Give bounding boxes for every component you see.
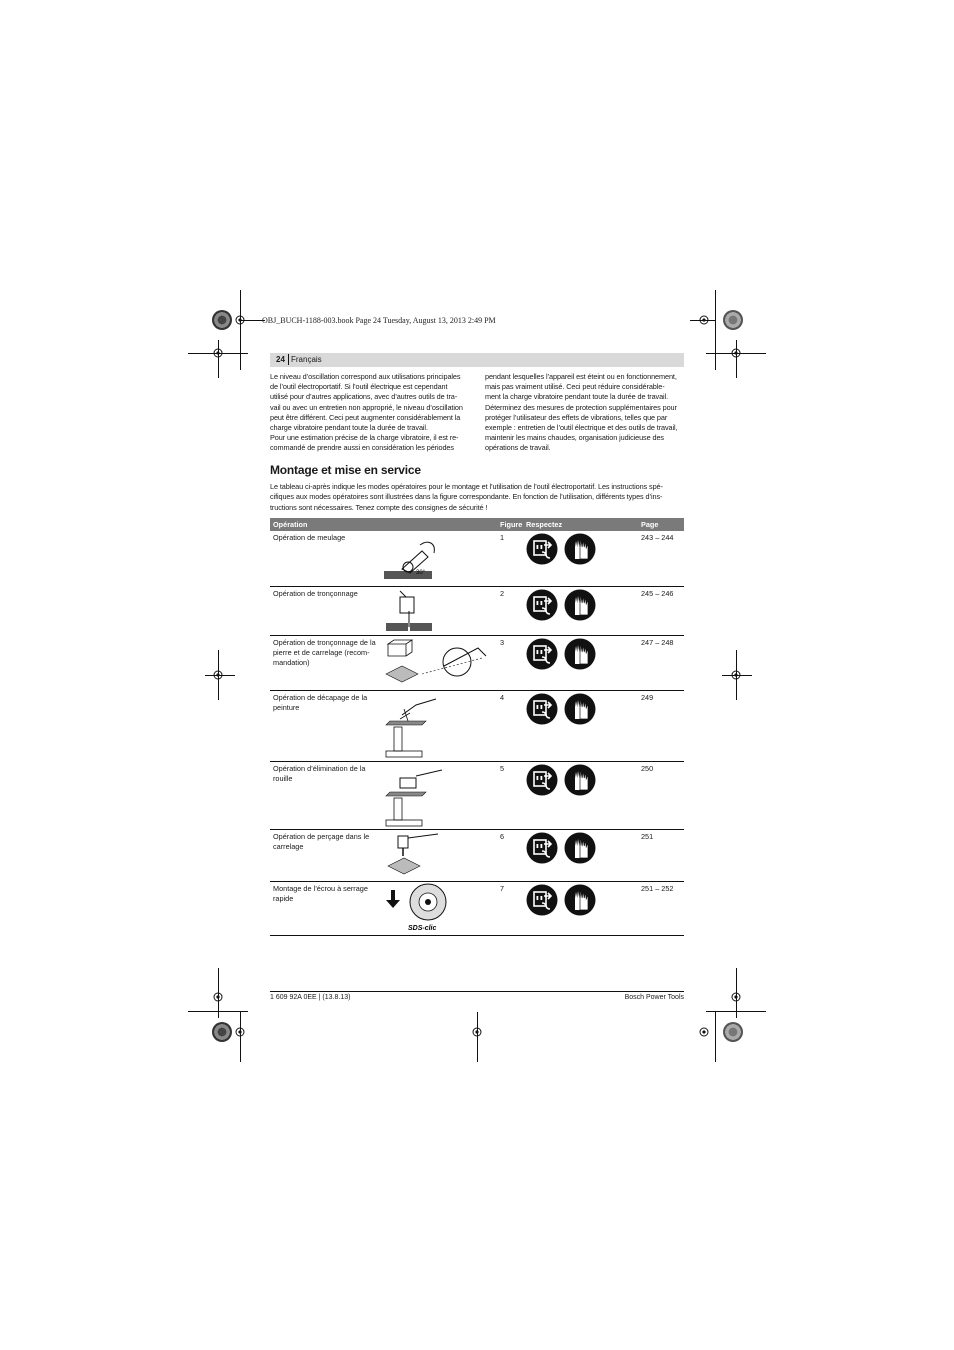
unplug-icon <box>527 590 558 621</box>
angle-label: 30° <box>416 570 426 576</box>
safety-icons <box>526 587 606 623</box>
row-page: 245 – 246 <box>641 589 674 598</box>
text-line: Montage de l’écrou à serrage <box>273 884 368 893</box>
text-line: Opération de perçage dans le <box>273 832 370 841</box>
table-row <box>270 830 684 882</box>
row-page: 250 <box>641 764 654 773</box>
text-line: tructions sont nécessaires. Tenez compte des consignes de sécurité ! <box>270 502 488 512</box>
registration-mark <box>229 309 251 331</box>
table-row <box>270 691 684 762</box>
registration-mark <box>693 309 715 331</box>
safety-icons <box>526 691 606 727</box>
row-figure: 3 <box>500 638 505 647</box>
registration-mark <box>693 1021 715 1043</box>
table-row <box>270 587 684 636</box>
unplug-icon <box>527 534 558 565</box>
row-figure: 1 <box>500 533 505 542</box>
unplug-icon <box>527 639 558 670</box>
text-line: pierre et de carrelage (recom- <box>273 648 370 657</box>
text-line: pendant lesquelles l’appareil est éteint ou en fonctionnement, <box>485 372 677 381</box>
safety-icons <box>526 830 606 866</box>
row-figure: 5 <box>500 764 505 773</box>
quick-nut-illustration <box>382 882 452 934</box>
registration-mark <box>207 342 229 364</box>
table-row <box>270 762 684 830</box>
text-line: Le niveau d’oscillation correspond aux utilisations principales <box>270 372 461 381</box>
text-line: Opération de tronçonnage <box>273 589 358 598</box>
text-line: Opération de meulage <box>273 533 346 542</box>
gloves-icon <box>565 534 596 565</box>
table-row <box>270 636 684 691</box>
col-header-page: Page <box>641 520 659 529</box>
text-line: mandation) <box>273 658 310 667</box>
registration-mark <box>207 664 229 686</box>
text-line: Déterminez des mesures de protection supplémentaires pour <box>485 402 677 412</box>
grinding-illustration <box>382 531 452 585</box>
row-page: 249 <box>641 693 654 702</box>
text-line: ment la charge vibratoire pendant toute la durée de travail. <box>485 392 669 402</box>
page-language: Français <box>291 355 322 364</box>
registration-mark <box>725 342 747 364</box>
text-line: peinture <box>273 703 300 712</box>
row-page: 247 – 248 <box>641 638 674 647</box>
text-line: mais pas vraiment utilisé. Ceci peut réduire considérable- <box>485 382 665 392</box>
safety-icons <box>526 882 606 918</box>
footer-rule <box>270 991 684 992</box>
footer-brand: Bosch Power Tools <box>624 994 684 1001</box>
row-operation <box>273 764 381 784</box>
row-figure: 7 <box>500 884 505 893</box>
text-line: charge vibratoire pendant toute la durée de travail. <box>270 423 428 433</box>
row-figure: 2 <box>500 589 505 598</box>
text-line: peut être différent. Ceci peut augmenter considérablement la <box>270 412 461 422</box>
registration-mark <box>725 986 747 1008</box>
gloves-icon <box>565 639 596 670</box>
registration-mark <box>207 986 229 1008</box>
tile-drilling-illustration <box>382 830 452 880</box>
row-operation <box>273 832 381 852</box>
text-line: exemple : entretien de l’outil électrique et des outils de travail, <box>485 423 678 433</box>
text-line: cifiques aux modes opératoires sont illustrées dans la figure correspondante. En fonction de l’utilisation, différents types d’ins- <box>270 492 663 502</box>
registration-mark <box>229 1021 251 1043</box>
text-line: protéger l’utilisateur des effets de vibrations, telles que par <box>485 412 668 422</box>
safety-icons <box>526 531 606 567</box>
table-header <box>270 518 684 531</box>
text-line: Opération de décapage de la <box>273 693 368 702</box>
row-figure: 4 <box>500 693 505 702</box>
text-line: Opération d’élimination de la <box>273 764 366 773</box>
row-operation <box>273 884 381 904</box>
gloves-icon <box>565 765 596 796</box>
page-header-band <box>270 353 684 367</box>
rust-removal-illustration <box>382 762 452 828</box>
row-page: 243 – 244 <box>641 533 674 542</box>
text-line: Le tableau ci-après indique les modes opératoires pour le montage et l’utilisation de l’outil électroportatif. Les instructions spé- <box>270 482 663 491</box>
text-line: maintenir les mains chaudes, organisation judicieuse des <box>485 433 664 443</box>
body-column-right <box>485 372 677 454</box>
print-info-line: OBJ_BUCH-1188-003.book Page 24 Tuesday, August 13, 2013 2:49 PM <box>262 316 496 325</box>
text-line: Opération de tronçonnage de la <box>273 638 376 647</box>
unplug-icon <box>527 885 558 916</box>
text-line: vail ou avec un entretien non approprié, le niveau d’oscillation <box>270 402 463 412</box>
unplug-icon <box>527 833 558 864</box>
gloves-icon <box>565 694 596 725</box>
footer-doc-id: 1 609 92A 0EE | (13.8.13) <box>270 994 351 1001</box>
text-line: utilisé pour d’autres applications, avec d’autres outils de tra- <box>270 392 458 402</box>
color-rosette <box>212 310 232 330</box>
gloves-icon <box>565 833 596 864</box>
unplug-icon <box>527 694 558 725</box>
safety-icons <box>526 762 606 798</box>
table-row <box>270 531 684 587</box>
sds-clic-logo: SDS-clic <box>408 925 437 932</box>
col-header-figure: Figure <box>500 520 523 529</box>
row-operation <box>273 693 381 713</box>
stone-cutting-illustration <box>382 636 492 690</box>
col-header-operation: Opération <box>273 520 308 529</box>
section-title: Montage et mise en service <box>270 463 421 477</box>
page-number: 24 <box>276 355 285 364</box>
text-line: carrelage <box>273 842 304 851</box>
row-operation <box>273 533 381 543</box>
section-intro <box>270 482 686 513</box>
text-line: rapide <box>273 894 294 903</box>
body-column-left <box>270 372 463 454</box>
registration-mark <box>725 664 747 686</box>
row-operation <box>273 638 381 668</box>
text-line: de l’outil électroportatif. Si l’outil électrique est cependant <box>270 382 448 392</box>
table-row <box>270 882 684 936</box>
row-page: 251 – 252 <box>641 884 674 893</box>
gloves-icon <box>565 885 596 916</box>
registration-mark <box>466 1021 488 1043</box>
text-line: opérations de travail. <box>485 443 551 453</box>
color-rosette <box>723 310 743 330</box>
safety-icons <box>526 636 606 672</box>
col-header-respect: Respectez <box>526 520 563 529</box>
text-line: Pour une estimation précise de la charge vibratoire, il est re- <box>270 433 459 443</box>
cutting-illustration <box>382 587 452 635</box>
gloves-icon <box>565 590 596 621</box>
text-line: rouille <box>273 774 293 783</box>
text-line: commandé de prendre aussi en considération les périodes <box>270 443 454 453</box>
color-rosette <box>212 1022 232 1042</box>
row-figure: 6 <box>500 832 505 841</box>
row-page: 251 <box>641 832 654 841</box>
row-operation <box>273 589 381 599</box>
color-rosette <box>723 1022 743 1042</box>
unplug-icon <box>527 765 558 796</box>
header-separator <box>288 354 289 365</box>
paint-stripping-illustration <box>382 691 452 761</box>
